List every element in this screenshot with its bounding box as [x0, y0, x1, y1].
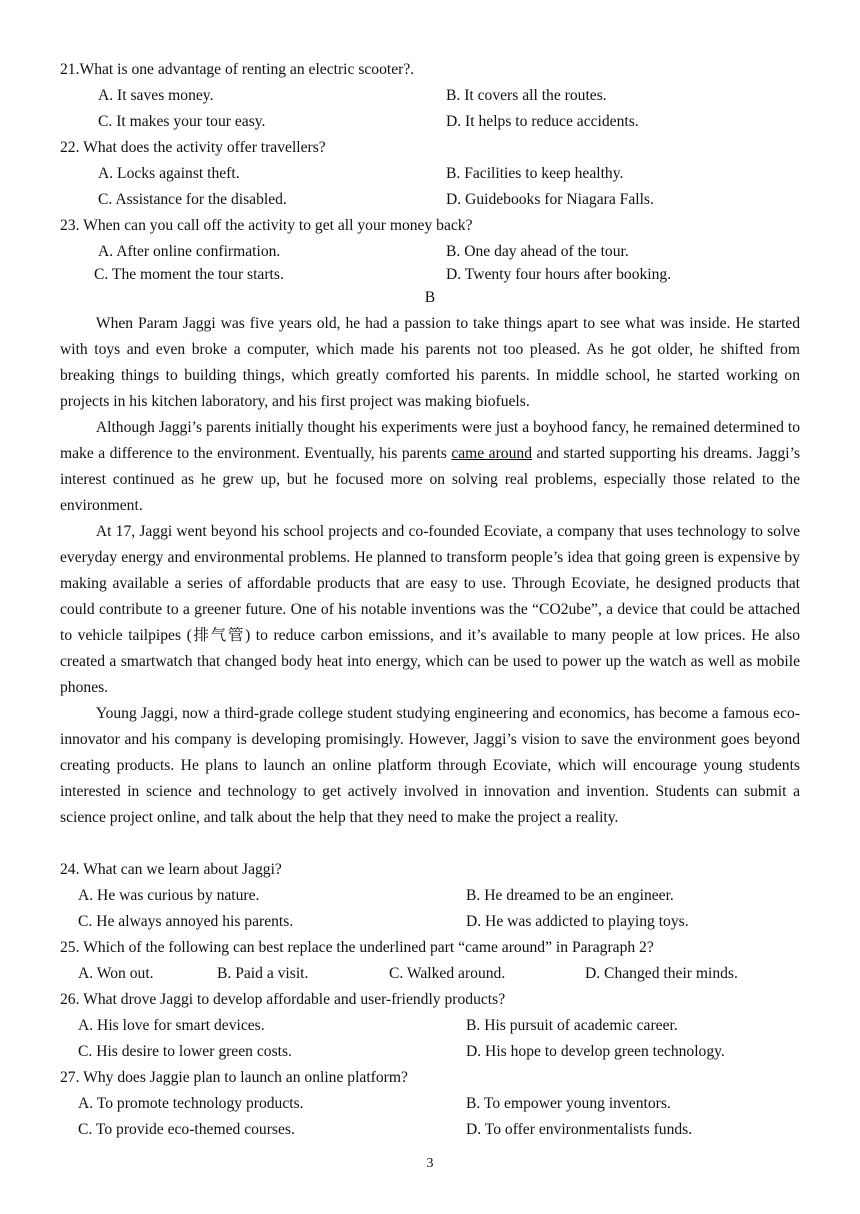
question-26-option-a: A. His love for smart devices. — [78, 1017, 265, 1034]
section-label: B — [424, 289, 436, 306]
question-27-option-c: C. To provide eco-themed courses. — [78, 1121, 295, 1138]
underlined-phrase: came around — [451, 445, 532, 462]
passage-paragraph-3: At 17, Jaggi went beyond his school projects and co-founded Ecoviate, a company that uses technology to solve everyday energy and environmental problems. He planned to transform people’s idea that going green is expensive by making available a series of affordable products that are easy to use. Through Ecoviate, he designed products that could contribute to a greener future. One of his notable inventions was the “CO2ube”, a device that could be attached to vehicle tailpipes (排气管) to reduce carbon emissions, and it’s available to many people at low prices. He also created a smartwatch that changed body heat into energy, which can be used to power up the watch as well as mobile phones. — [60, 523, 800, 696]
question-24-stem: 24. What can we learn about Jaggi? — [60, 861, 282, 878]
question-25-option-c: C. Walked around. — [389, 965, 506, 982]
question-26-option-c: C. His desire to lower green costs. — [78, 1043, 292, 1060]
passage-paragraph-1: When Param Jaggi was five years old, he had a passion to take things apart to see what was inside. He started with toys and even broke a computer, which made his parents not too pleased. As he got older, he shifted from breaking things to building things, which greatly comforted his parents. In middle school, he started working on projects in his kitchen laboratory, and his first project was making biofuels. — [60, 315, 800, 410]
passage-paragraph-4: Young Jaggi, now a third-grade college student studying engineering and economics, has become a famous eco-innovator and his company is developing promisingly. However, Jaggi’s vision to save the environment goes beyond creating products. He plans to launch an online platform through Ecoviate, which will encourage young students interested in science and technology to get actively involved in innovation and invention. Students can submit a science project online, and talk about the help that they need to make the project a reality. — [60, 705, 800, 826]
question-21-option-d: D. It helps to reduce accidents. — [446, 113, 639, 130]
question-27-stem: 27. Why does Jaggie plan to launch an online platform? — [60, 1069, 408, 1086]
question-25-option-d: D. Changed their minds. — [585, 965, 738, 982]
passage-paragraph-2 — [60, 415, 800, 519]
question-23-option-b: B. One day ahead of the tour. — [446, 243, 629, 260]
question-23-option-d: D. Twenty four hours after booking. — [446, 266, 672, 283]
page-number: 3 — [426, 1156, 434, 1171]
question-22-option-d: D. Guidebooks for Niagara Falls. — [446, 191, 654, 208]
question-22-option-a: A. Locks against theft. — [98, 165, 240, 182]
question-22-option-b: B. Facilities to keep healthy. — [446, 165, 624, 182]
question-23-stem: 23. When can you call off the activity to get all your money back? — [60, 217, 473, 234]
question-22-option-c: C. Assistance for the disabled. — [98, 191, 287, 208]
question-21-option-c: C. It makes your tour easy. — [98, 113, 266, 130]
question-23-option-a: A. After online confirmation. — [98, 243, 281, 260]
paragraph-2-text-before: Although Jaggi’s parents initially thought his experiments were just a boyhood fancy, he remained determined to make a difference to the environment. Eventually, his parents — [60, 419, 800, 462]
question-25-stem: 25. Which of the following can best replace the underlined part “came around” in Paragraph 2? — [60, 939, 654, 956]
question-24-option-c: C. He always annoyed his parents. — [78, 913, 294, 930]
question-23-option-c: C. The moment the tour starts. — [94, 266, 284, 283]
question-21-option-a: A. It saves money. — [98, 87, 214, 104]
question-27-option-a: A. To promote technology products. — [78, 1095, 304, 1112]
question-22-stem: 22. What does the activity offer travellers? — [60, 139, 326, 156]
question-27-option-d: D. To offer environmentalists funds. — [466, 1121, 693, 1138]
question-27-option-b: B. To empower young inventors. — [466, 1095, 671, 1112]
question-25-option-b: B. Paid a visit. — [217, 965, 309, 982]
question-26-option-d: D. His hope to develop green technology. — [466, 1043, 725, 1060]
question-26-stem: 26. What drove Jaggi to develop affordable and user-friendly products? — [60, 991, 506, 1008]
question-26-option-b: B. His pursuit of academic career. — [466, 1017, 678, 1034]
question-25-option-a: A. Won out. — [78, 965, 154, 982]
paragraph-2-text-after: and started supporting his dreams. Jaggi’s interest continued as he grew up, but he focused more on solving real problems, especially those related to the environment. — [60, 445, 801, 514]
question-21-stem: 21.What is one advantage of renting an electric scooter?. — [60, 61, 415, 78]
question-24-option-d: D. He was addicted to playing toys. — [466, 913, 689, 930]
question-24-option-b: B. He dreamed to be an engineer. — [466, 887, 674, 904]
question-24-option-a: A. He was curious by nature. — [78, 887, 260, 904]
question-21-option-b: B. It covers all the routes. — [446, 87, 607, 104]
